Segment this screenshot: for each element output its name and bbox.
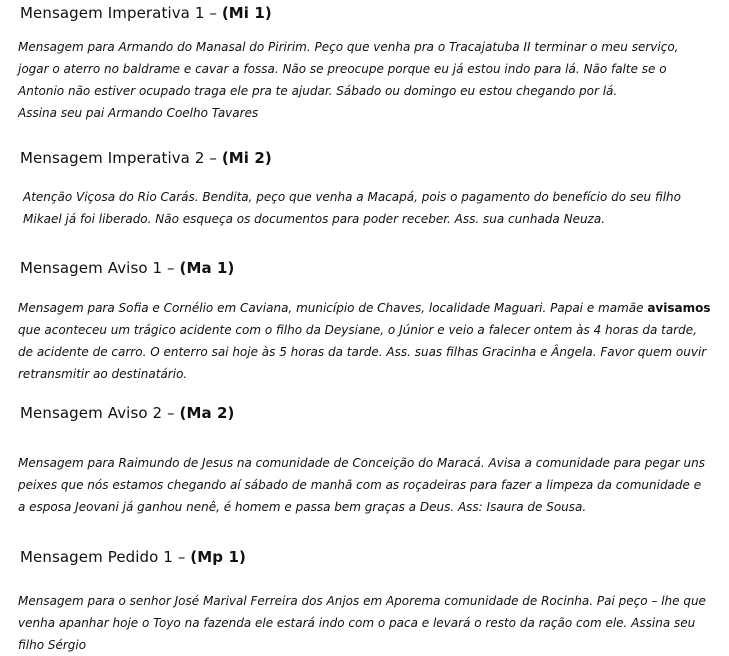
paragraph-line: Mensagem para o senhor José Marival Ferreira dos Anjos em Aporema comunidade de Rocinha. Pai peço – lhe que	[18, 594, 706, 608]
section-code: (Mp 1)	[190, 548, 246, 566]
section-code: (Ma 2)	[179, 404, 235, 422]
paragraph-line: Atenção Viçosa do Rio Carás. Bendita, peço que venha a Macapá, pois o pagamento do benefício do seu filho	[23, 190, 682, 204]
paragraph-line: retransmitir ao destinatário.	[18, 367, 188, 381]
paragraph-line: Antonio não estiver ocupado traga ele pra te ajudar. Sábado ou domingo eu estou chegando por lá.	[18, 84, 618, 98]
message-paragraph-ma1	[18, 297, 724, 385]
paragraph-line: venha apanhar hoje o Toyo na fazenda ele estará indo com o paca e levará o resto da ração com ele. Assina seu	[18, 616, 696, 630]
emphasized-word: avisamos	[647, 301, 711, 315]
paragraph-line	[18, 297, 724, 319]
line-text: Mensagem para Sofia e Cornélio em Caviana, município de Chaves, localidade Maguari. Papai e mamãe	[18, 301, 648, 315]
paragraph-line: peixes que nós estamos chegando aí sábado de manhã com as roçadeiras para fazer a limpeza da comunidade e	[18, 478, 702, 492]
paragraph-line: Mensagem para Armando do Manasal do Piririm. Peço que venha pra o Tracajatuba II terminar o meu serviço,	[18, 40, 679, 54]
section-title: Mensagem Pedido 1 –	[20, 548, 191, 566]
section-title: Mensagem Imperativa 1 –	[20, 4, 222, 22]
message-paragraph-mp1	[18, 590, 724, 656]
section-title: Mensagem Imperativa 2 –	[20, 149, 222, 167]
paragraph-line: Mensagem para Raimundo de Jesus na comunidade de Conceição do Maracá. Avisa a comunidade para pegar uns	[18, 456, 705, 470]
paragraph-line: que aconteceu um trágico acidente com o filho da Deysiane, o Júnior e veio a falecer ontem às 4 horas da tarde,	[18, 323, 697, 337]
section-code: (Mi 1)	[221, 4, 272, 22]
section-code: (Mi 2)	[221, 149, 272, 167]
paragraph-line: jogar o aterro no baldrame e cavar a fossa. Não se preocupe porque eu já estou indo para lá. Não falte se o	[18, 62, 667, 76]
section-code: (Ma 1)	[179, 259, 235, 277]
section-title: Mensagem Aviso 1 –	[20, 259, 180, 277]
paragraph-line: de acidente de carro. O enterro sai hoje às 5 horas da tarde. Ass. suas filhas Gracinha e Ângela. Favor quem ouvir	[18, 345, 707, 359]
section-heading-mi2	[20, 149, 272, 167]
paragraph-line: Assina seu pai Armando Coelho Tavares	[18, 106, 259, 120]
paragraph-line: a esposa Jeovani já ganhou nenê, é homem e passa bem graças a Deus. Ass: Isaura de Sousa.	[18, 500, 587, 514]
section-title: Mensagem Aviso 2 –	[20, 404, 180, 422]
message-paragraph-ma2	[18, 452, 724, 518]
paragraph-line: filho Sérgio	[18, 638, 87, 652]
section-heading-mp1	[20, 548, 246, 566]
message-paragraph-mi2	[23, 186, 729, 230]
message-paragraph-mi1	[18, 36, 724, 124]
section-heading-mi1	[20, 4, 272, 22]
paragraph-line: Mikael já foi liberado. Não esqueça os documentos para poder receber. Ass. sua cunhada Neuza.	[23, 212, 606, 226]
section-heading-ma1	[20, 259, 235, 277]
section-heading-ma2	[20, 404, 235, 422]
